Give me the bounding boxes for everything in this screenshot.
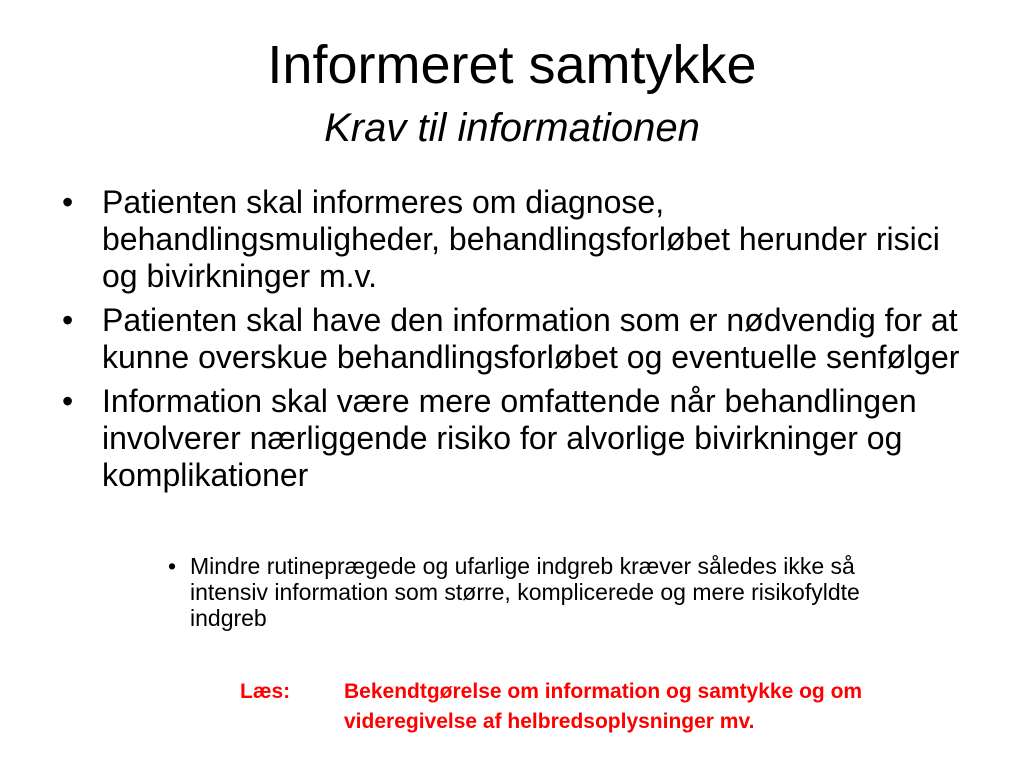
reading-label: Læs:	[240, 680, 291, 703]
sub-bullet-text: Mindre rutineprægede og ufarlige indgreb kræver således ikke så intensiv information som større, komplicerede og mere risikofyldte indgreb	[190, 553, 860, 631]
sub-bullet-icon: •	[168, 553, 177, 579]
bullet-item	[62, 302, 962, 376]
sub-bullet-item	[168, 553, 928, 631]
bullet-text: Patienten skal informeres om diagnose, behandlingsmuligheder, behandlingsforløbet herunder risici og bivirkninger m.v.	[102, 184, 940, 294]
bullet-icon: •	[62, 383, 74, 419]
bullet-icon: •	[62, 302, 74, 338]
bullet-icon: •	[62, 184, 74, 220]
slide-title: Informeret samtykke	[267, 35, 757, 95]
reading-text-line-1: Bekendtgørelse om information og samtykke og om	[344, 680, 863, 703]
bullet-text: Patienten skal have den information som er nødvendig for at kunne overskue behandlingsforløbet og eventuelle senfølger	[102, 302, 960, 375]
slide-subtitle: Krav til informationen	[324, 106, 700, 150]
bullet-item	[62, 383, 962, 494]
bullet-list	[62, 184, 962, 501]
bullet-text: Information skal være mere omfattende når behandlingen involverer nærliggende risiko for alvorlige bivirkninger og komplikationer	[102, 383, 917, 493]
reading-line-1	[240, 677, 1000, 707]
sub-bullet-list	[168, 553, 928, 631]
reading-text-line-2: videregivelse af helbredsoplysninger mv.	[344, 710, 755, 733]
bullet-item	[62, 184, 962, 295]
reading-reference	[240, 677, 1000, 737]
